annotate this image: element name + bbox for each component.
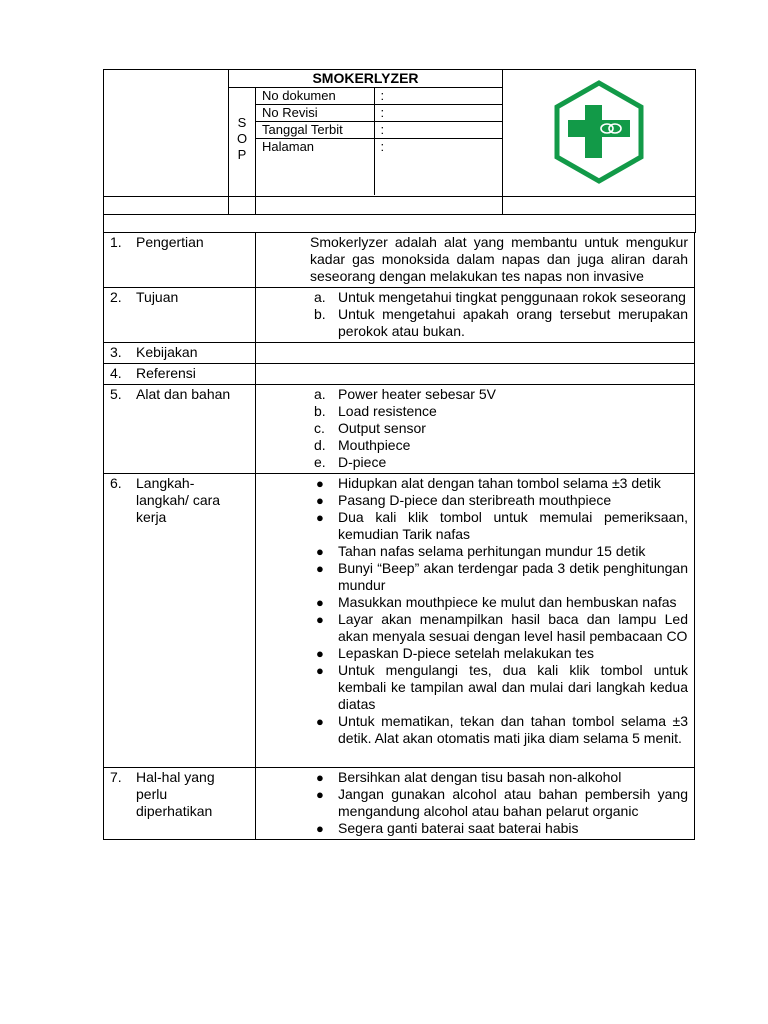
list-item: d. Mouthpiece: [314, 437, 411, 453]
list-item: ● Segera ganti baterai saat baterai habis: [316, 820, 579, 836]
list-item: c. Output sensor: [314, 420, 426, 436]
row-label: Tujuan: [136, 289, 179, 305]
list-item: b. Load resistence: [314, 403, 437, 419]
list-item: ● Pasang D-piece dan steribreath mouthpiece: [316, 492, 612, 508]
row-number: 5.: [110, 386, 122, 402]
list-item: ● Lepaskan D-piece setelah melakukan tes: [316, 645, 595, 661]
list-item: b. Untuk mengetahui apakah orang tersebut merupakan perokok atau bukan.: [314, 306, 688, 339]
list-item: ● Masukkan mouthpiece ke mulut dan hembuskan nafas: [316, 594, 677, 610]
row-label: Pengertian: [136, 234, 204, 250]
row-label: Langkah-langkah/ cara kerja: [136, 475, 221, 525]
sop-label: [229, 88, 256, 197]
row-number: 2.: [110, 289, 122, 305]
hal-list: [256, 769, 694, 837]
list-item: ● Untuk mengulangi tes, dua kali klik tombol untuk kembali ke tampilan awal dan mulai dari langkah kedua diatas: [316, 662, 688, 712]
blank-cell: [104, 197, 229, 215]
meta-label: No Revisi: [256, 105, 374, 122]
blank-row: [104, 215, 696, 233]
alat-list: [256, 386, 694, 471]
row-hal: [104, 768, 695, 840]
meta-value: :: [374, 105, 502, 122]
row-label: Hal-hal yang perlu diperhatikan: [136, 769, 215, 819]
list-item: ● Layar akan menampilkan hasil baca dan lampu Led akan menyala sesuai dengan level hasil pembacaan CO: [316, 611, 688, 644]
header-blank-left: [104, 70, 229, 197]
row-tujuan: [104, 288, 695, 343]
row-label: Referensi: [136, 365, 196, 381]
sop-body-table: [103, 232, 695, 840]
blank-cell: [503, 197, 696, 215]
meta-value: :: [380, 139, 385, 154]
row-number: 6.: [110, 475, 122, 491]
blank-cell: [229, 197, 256, 215]
row-pengertian: [104, 233, 695, 288]
list-item: ● Tahan nafas selama perhitungan mundur 15 detik: [316, 543, 646, 559]
row-label: Alat dan bahan: [136, 386, 231, 402]
meta-label: Tanggal Terbit: [256, 122, 374, 139]
list-item: ● Dua kali klik tombol untuk memulai pemeriksaan, kemudian Tarik nafas: [316, 509, 688, 542]
logo-cell: [503, 70, 696, 197]
document-title: SMOKERLYZER: [229, 70, 503, 88]
sop-header-table: [103, 69, 696, 233]
tujuan-list: [256, 289, 694, 340]
meta-table: [256, 88, 502, 195]
list-item: ● Hidupkan alat dengan tahan tombol selama ±3 detik: [316, 475, 661, 491]
meta-label: No dokumen: [256, 88, 374, 105]
row-number: 1.: [110, 234, 122, 250]
sop-letter-s: S: [237, 115, 247, 130]
row-number: 7.: [110, 769, 122, 785]
list-item: ● Jangan gunakan alcohol atau bahan pembersih yang mengandung alcohol atau bahan pelarut organic: [316, 786, 688, 819]
sop-letter-o: O: [236, 131, 248, 146]
row-number: 3.: [110, 344, 122, 360]
row-referensi: [104, 364, 695, 385]
row-langkah: [104, 474, 695, 768]
row-number: 4.: [110, 365, 122, 381]
health-cross-logo-icon: [547, 80, 651, 184]
meta-value: :: [374, 88, 502, 105]
row-kebijakan: [104, 343, 695, 364]
list-item: a. Untuk mengetahui tingkat penggunaan rokok seseorang: [314, 289, 686, 305]
row-label: Kebijakan: [136, 344, 198, 360]
sop-document: [103, 69, 695, 840]
pengertian-text: Smokerlyzer adalah alat yang membantu untuk mengukur kadar gas monoksida dalam napas dan juga aliran darah seseorang dengan melakukan tes napas non invasive: [256, 233, 695, 288]
blank-cell: [256, 197, 503, 215]
langkah-list: [256, 475, 694, 747]
row-alat: [104, 385, 695, 474]
list-item: a. Power heater sebesar 5V: [314, 386, 496, 402]
list-item: e. D-piece: [314, 454, 387, 470]
list-item: ● Bersihkan alat dengan tisu basah non-alkohol: [316, 769, 622, 785]
list-item: ● Bunyi “Beep” akan terdengar pada 3 detik penghitungan mundur: [316, 560, 688, 593]
sop-letter-p: P: [237, 147, 247, 162]
list-item: ● Untuk mematikan, tekan dan tahan tombol selama ±3 detik. Alat akan otomatis mati jika diam selama 5 menit.: [316, 713, 688, 746]
meta-value: :: [374, 122, 502, 139]
meta-label: Halaman: [256, 139, 374, 196]
meta-cell: [256, 88, 503, 197]
